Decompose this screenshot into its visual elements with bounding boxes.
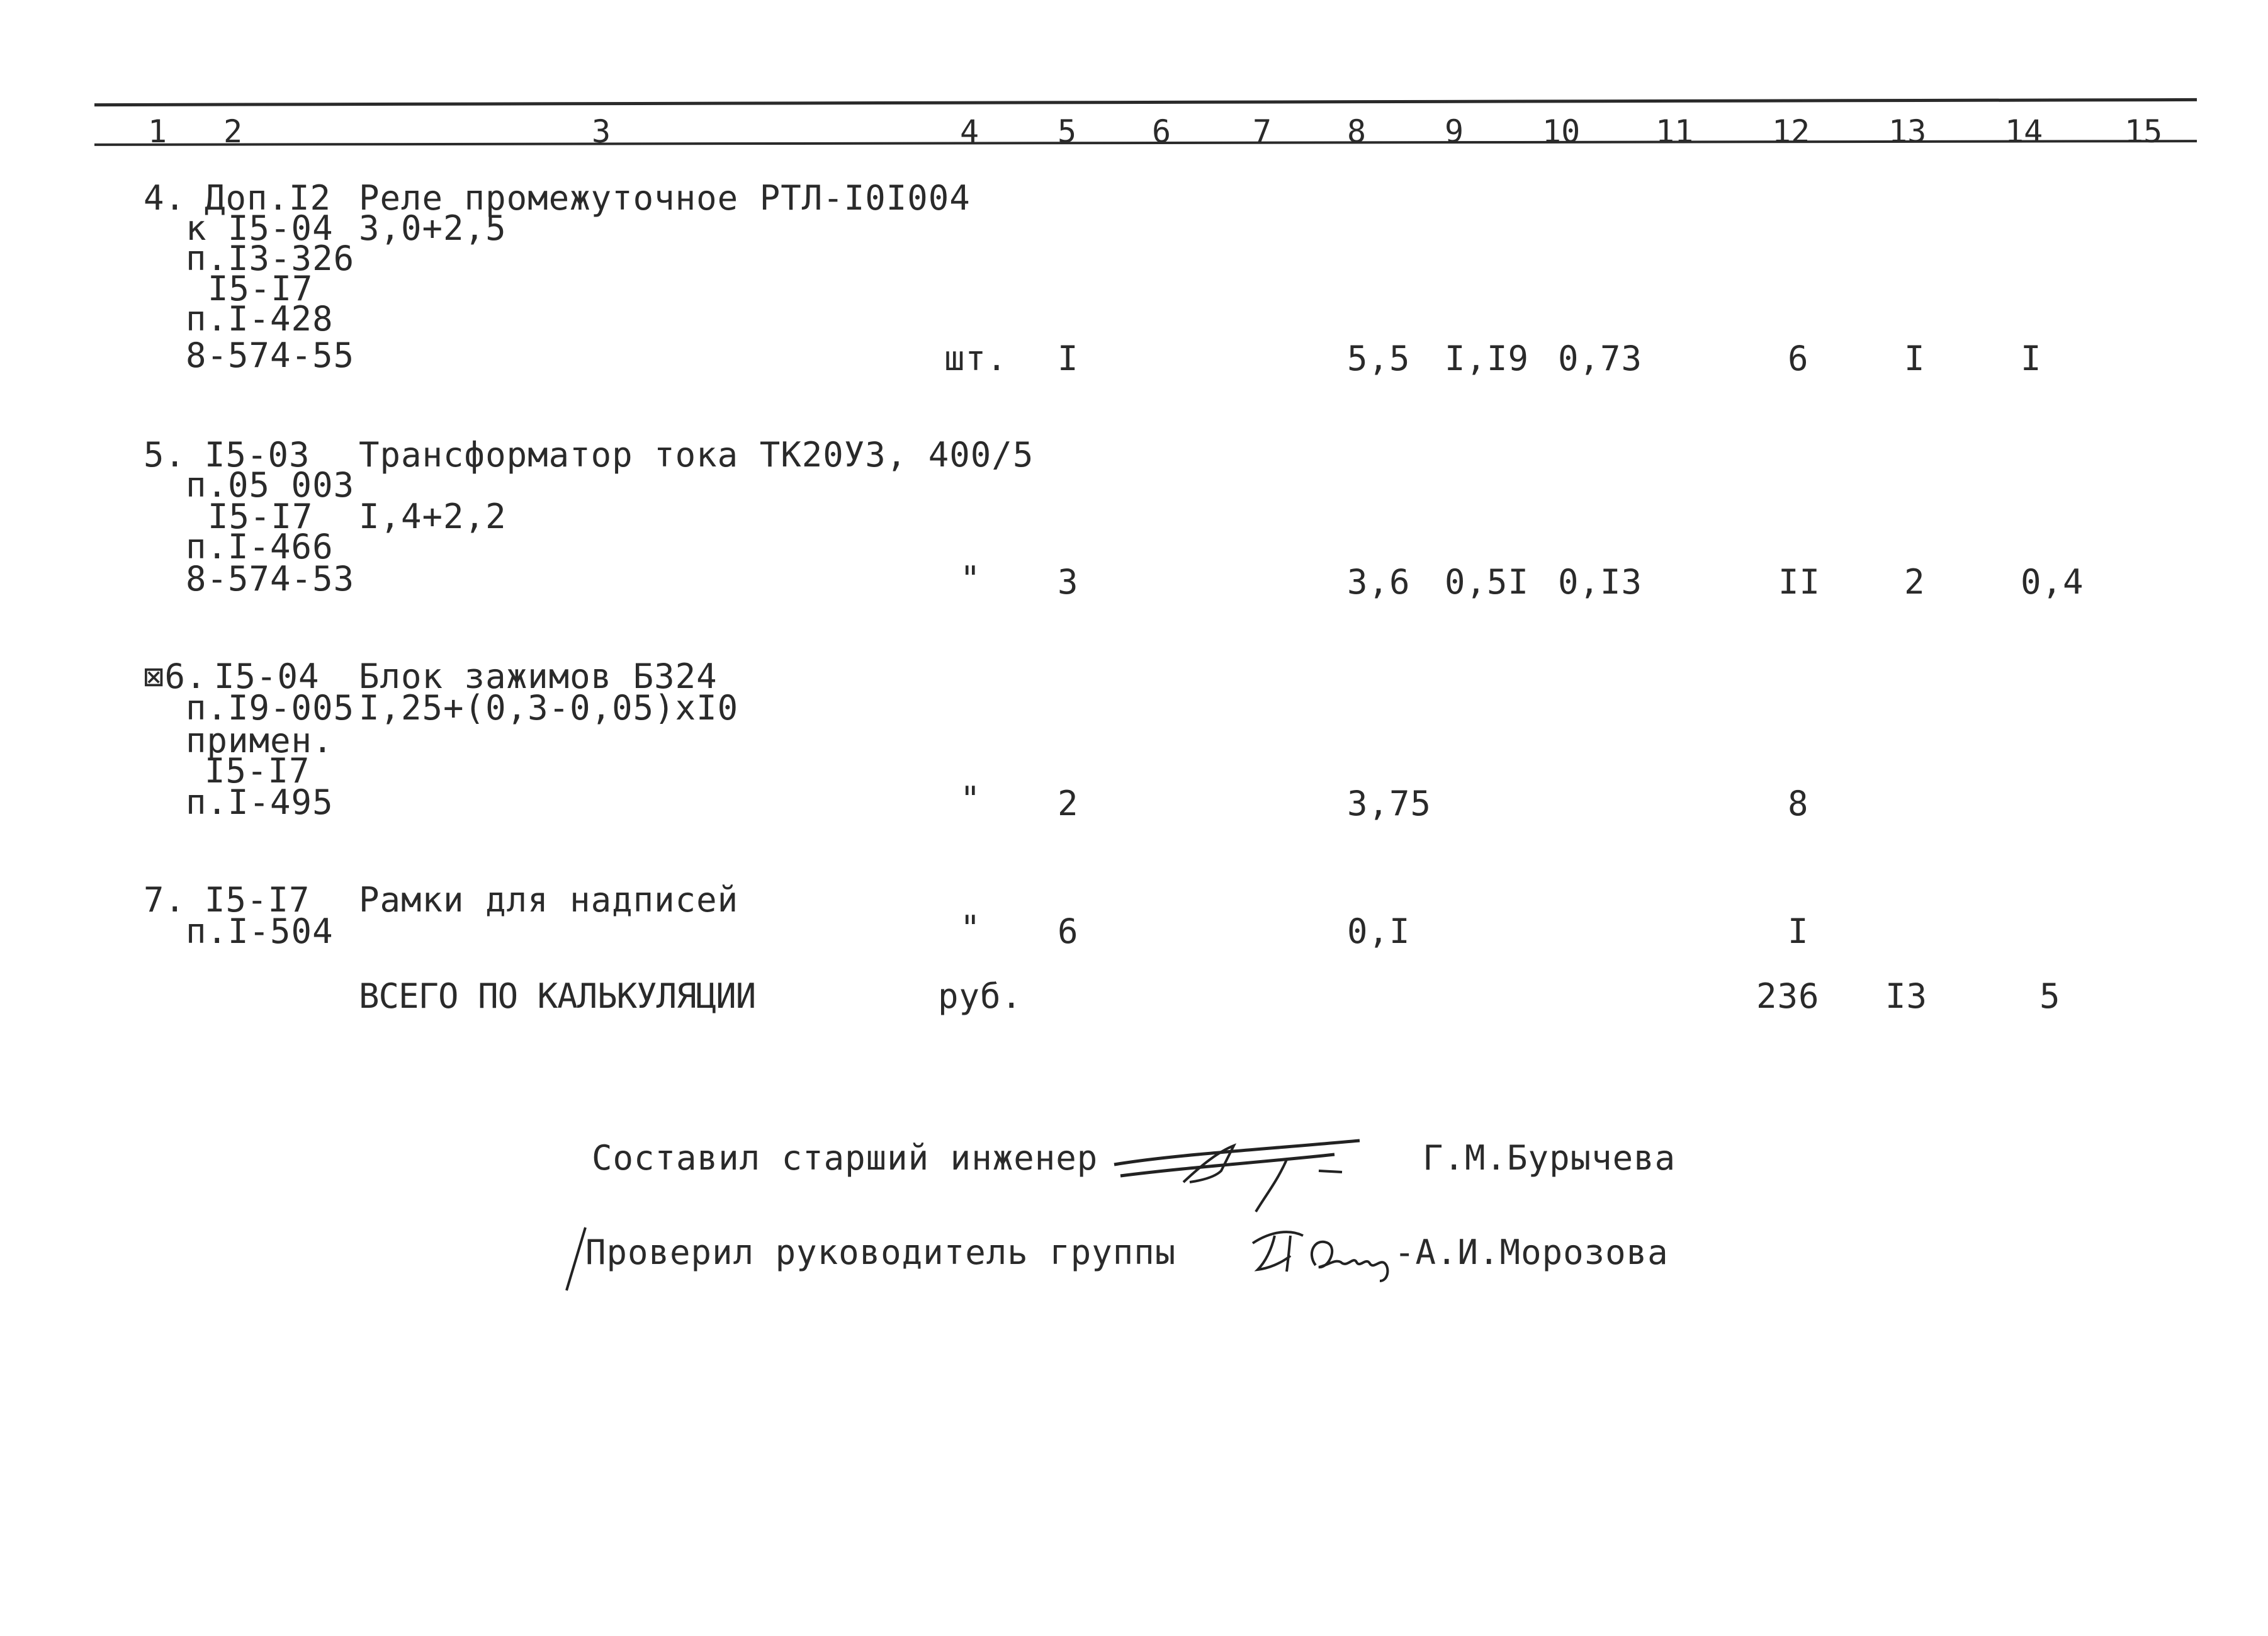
total-col13: I3: [1885, 976, 1928, 1016]
row-ref-line: I5-I7: [205, 880, 310, 920]
row-col12: 8: [1788, 784, 1809, 823]
row-ref-line: I5-I7: [208, 497, 313, 536]
row-unit: шт.: [944, 339, 1008, 378]
col-num-3: 3: [592, 113, 611, 150]
composed-by-name: Г.М.Бурычева: [1423, 1138, 1676, 1178]
composed-by-label: Составил старший инженер: [592, 1138, 1098, 1178]
row-unit: ": [960, 559, 981, 599]
row-col8: 5,5: [1347, 339, 1411, 378]
row-description-line: Реле промежуточное РТЛ-I0I004: [359, 178, 971, 218]
row-col13: 2: [1904, 562, 1926, 602]
row-ref-line: Доп.I2: [205, 178, 332, 218]
row-number: ⊠6.: [144, 657, 207, 696]
row-ref-line: п.I-504: [186, 911, 334, 951]
row-ref-line: п.I-428: [186, 299, 334, 339]
slash-mark: [563, 1224, 589, 1294]
row-description-line: Трансформатор тока ТК20У3, 400/5: [359, 435, 1034, 475]
top-rule-2: [94, 140, 2197, 146]
col-num-13: 13: [1888, 113, 1927, 150]
row-ref-line: п.I9-005: [186, 688, 355, 728]
checked-by-name: -А.И.Морозова: [1394, 1233, 1669, 1272]
checked-by-label: Проверил руководитель группы: [585, 1233, 1176, 1272]
row-col12: II: [1778, 562, 1821, 602]
row-qty: 6: [1058, 911, 1079, 951]
row-description-line: 3,0+2,5: [359, 208, 507, 248]
row-ref-line: п.I-495: [186, 782, 334, 822]
col-num-14: 14: [2005, 113, 2043, 150]
row-number: 7.: [144, 880, 186, 920]
col-num-11: 11: [1656, 113, 1694, 150]
row-ref-line: I5-I7: [208, 269, 313, 308]
row-col10: 0,I3: [1558, 562, 1643, 602]
col-num-12: 12: [1772, 113, 1810, 150]
row-description-line: Рамки для надписей: [359, 880, 739, 920]
row-unit: ": [960, 779, 981, 819]
col-num-10: 10: [1542, 113, 1581, 150]
col-num-4: 4: [960, 113, 979, 150]
row-ref-line: п.05 003: [186, 465, 355, 505]
row-col10: 0,73: [1558, 339, 1643, 378]
row-ref-line: 8-574-55: [186, 336, 355, 375]
row-unit: ": [960, 908, 981, 948]
signature-burycheva: [1108, 1127, 1372, 1227]
row-number: 5.: [144, 435, 186, 475]
row-ref-line: 8-574-53: [186, 559, 355, 599]
total-col12: 236: [1756, 976, 1820, 1016]
row-col9: 0,5I: [1445, 562, 1530, 602]
col-num-7: 7: [1253, 113, 1272, 150]
row-ref-line: примен.: [186, 721, 334, 760]
row-ref-line: I5-03: [205, 435, 310, 475]
row-col9: I,I9: [1445, 339, 1530, 378]
top-rule-1: [94, 98, 2197, 106]
row-col12: 6: [1788, 339, 1809, 378]
row-qty: I: [1058, 339, 1079, 378]
col-num-5: 5: [1058, 113, 1077, 150]
row-number: 4.: [144, 178, 186, 218]
row-description-line: I,25+(0,3-0,05)xI0: [359, 688, 739, 728]
row-ref-line: I5-I7: [205, 751, 310, 791]
row-description-line: I,4+2,2: [359, 497, 507, 536]
row-col14: I: [2021, 339, 2042, 378]
total-label: ВСЕГО ПО КАЛЬКУЛЯЦИИ: [359, 976, 756, 1016]
row-ref-line: п.I-466: [186, 527, 334, 567]
row-ref-line: п.I3-326: [186, 239, 355, 278]
col-num-9: 9: [1445, 113, 1464, 150]
row-col13: I: [1904, 339, 1926, 378]
total-unit: руб.: [938, 976, 1023, 1016]
row-qty: 2: [1058, 784, 1079, 823]
row-description-line: Блок зажимов Б324: [359, 657, 718, 696]
row-col14: 0,4: [2021, 562, 2084, 602]
col-num-8: 8: [1347, 113, 1367, 150]
row-col8: 3,6: [1347, 562, 1411, 602]
col-num-2: 2: [223, 113, 243, 150]
row-ref-line: к I5-04: [186, 208, 334, 248]
col-num-1: 1: [148, 113, 167, 150]
total-col14: 5: [2040, 976, 2061, 1016]
row-col8: 3,75: [1347, 784, 1432, 823]
row-qty: 3: [1058, 562, 1079, 602]
col-num-15: 15: [2124, 113, 2163, 150]
row-ref-line: I5-04: [214, 657, 320, 696]
col-num-6: 6: [1152, 113, 1171, 150]
row-col12: I: [1788, 911, 1809, 951]
row-col8: 0,I: [1347, 911, 1411, 951]
